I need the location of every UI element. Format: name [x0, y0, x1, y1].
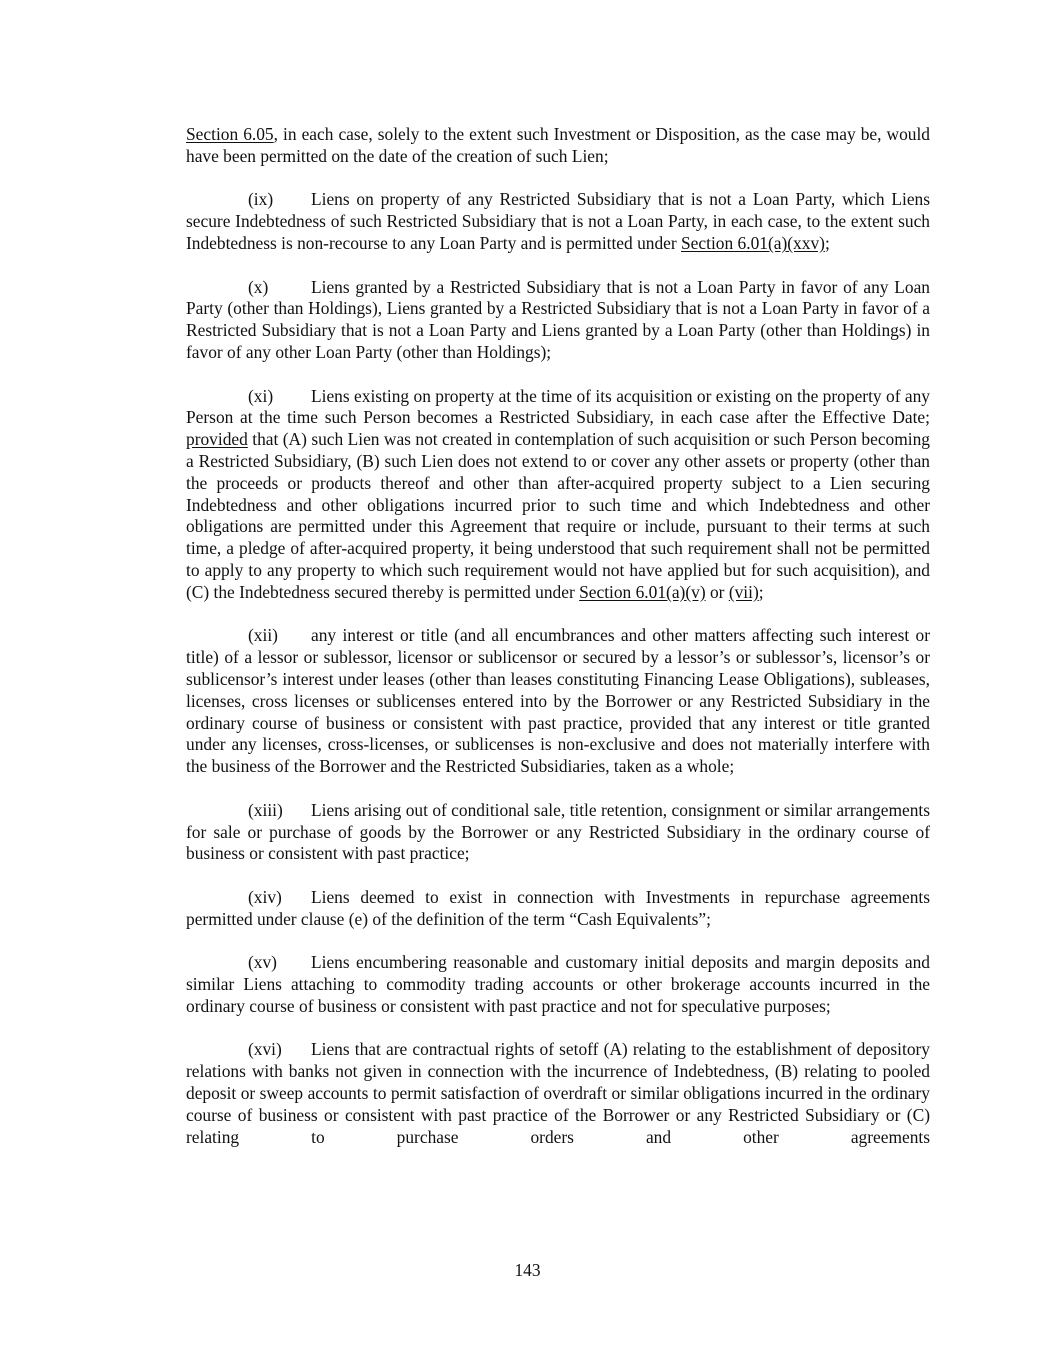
- clause-paragraph: [186, 1039, 930, 1148]
- clause-text: , in each case, solely to the extent such Investment or Disposition, as the case may be, would have been permitted on the date of the creation of such Lien;: [186, 124, 930, 166]
- continuation-paragraph: [186, 124, 930, 168]
- clause-text: Liens deemed to exist in connection with Investments in repurchase agreements permitted under clause (e) of the definition of the term “Cash Equivalents”;: [186, 886, 930, 929]
- clause-text: that (A) such Lien was not created in contemplation of such acquisition or such Person becoming a Restricted Subsidiary, (B) such Lien does not extend to or cover any other assets or property (other than the proceeds or products thereof and other than after-acquired property subject to a Lien securing Indebtedness and other obligations incurred prior to such time and which Indebtedness and other obligations are permitted under this Agreement that require or include, pursuant to their terms at such time, a pledge of after-acquired property, it being understood that such requirement shall not be permitted to apply to any property to which such requirement would not have applied but for such acquisition), and (C) the Indebtedness secured thereby is permitted under: [186, 429, 930, 602]
- clause-label: (xiv): [248, 886, 282, 907]
- clause-paragraph: [186, 952, 930, 1017]
- clause-text: Liens granted by a Restricted Subsidiary that is not a Loan Party in favor of any Loan Party (other than Holdings), Liens granted by a Restricted Subsidiary that is not a Loan Party in favor of a Restricted Subsidiary that is not a Loan Party and Liens granted by a Loan Party (other than Holdings) in favor of any other Loan Party (other than Holdings);: [186, 276, 930, 362]
- clause-label: (xi): [248, 385, 274, 406]
- clause-paragraph: [186, 625, 930, 778]
- cross-reference: Section 6.01(a)(v): [579, 581, 706, 602]
- clause-label: (xv): [248, 952, 277, 973]
- clause-label: (xiii): [248, 799, 283, 820]
- cross-reference: (vii): [728, 581, 759, 602]
- clause-label: (ix): [248, 189, 274, 210]
- clause-paragraph: [186, 800, 930, 865]
- clause-text: ;: [758, 581, 764, 602]
- clause-text: or: [705, 581, 729, 602]
- clause-paragraph: [186, 887, 930, 931]
- clause-label: (xvi): [248, 1039, 282, 1060]
- clause-label: (xii): [248, 625, 278, 646]
- clause-paragraph: [186, 386, 930, 604]
- clause-text: ;: [824, 232, 830, 253]
- clause-text: Liens arising out of conditional sale, title retention, consignment or similar arrangements for sale or purchase of goods by the Borrower or any Restricted Subsidiary in the ordinary course of business or consistent with past practice;: [186, 799, 930, 864]
- clause-text: any interest or title (and all encumbrances and other matters affecting such interest or title) of a lessor or sublessor, licensor or sublicensor or secured by a lessor’s or sublessor’s, licensor’s or sublicensor’s interest under leases (other than leases constituting Financing Lease Obligations), subleases, licenses, cross licenses or sublicenses entered into by the Borrower or any Restricted Subsidiary in the ordinary course of business or consistent with past practice, provided that any interest or title granted under any licenses, cross-licenses, or sublicenses is non-exclusive and does not materially interfere with the business of the Borrower and the Restricted Subsidiaries, taken as a whole;: [186, 625, 930, 777]
- cross-reference: Section 6.01(a)(xxv): [681, 232, 825, 253]
- clause-text: Liens that are contractual rights of setoff (A) relating to the establishment of depository relations with banks not given in connection with the incurrence of Indebtedness, (B) relating to pooled deposit or sweep accounts to permit satisfaction of overdraft or similar obligations incurred in the ordinary course of business or consistent with past practice of the Borrower or any Restricted Subsidiary or (C) relating to purchase orders and other agreements: [186, 1039, 930, 1147]
- clause-text: Liens on property of any Restricted Subsidiary that is not a Loan Party, which Liens secure Indebtedness of such Restricted Subsidiary that is not a Loan Party, in each case, to the extent such Indebtedness is non-recourse to any Loan Party and is permitted under: [186, 189, 930, 253]
- clause-text: Liens encumbering reasonable and customary initial deposits and margin deposits and similar Liens attaching to commodity trading accounts or other brokerage accounts incurred in the ordinary course of business or consistent with past practice and not for speculative purposes;: [186, 952, 930, 1016]
- clause-label: (x): [248, 276, 269, 297]
- clause-paragraph: [186, 189, 930, 254]
- page-number: 143: [514, 1260, 541, 1280]
- document-body: [186, 124, 930, 1170]
- cross-reference: Section 6.05: [186, 124, 274, 144]
- cross-reference: provided: [186, 429, 248, 450]
- clause-paragraph: [186, 277, 930, 364]
- clause-text: Liens existing on property at the time of its acquisition or existing on the property of any Person at the time such Person becomes a Restricted Subsidiary, in each case after the Effective Date;: [186, 385, 930, 428]
